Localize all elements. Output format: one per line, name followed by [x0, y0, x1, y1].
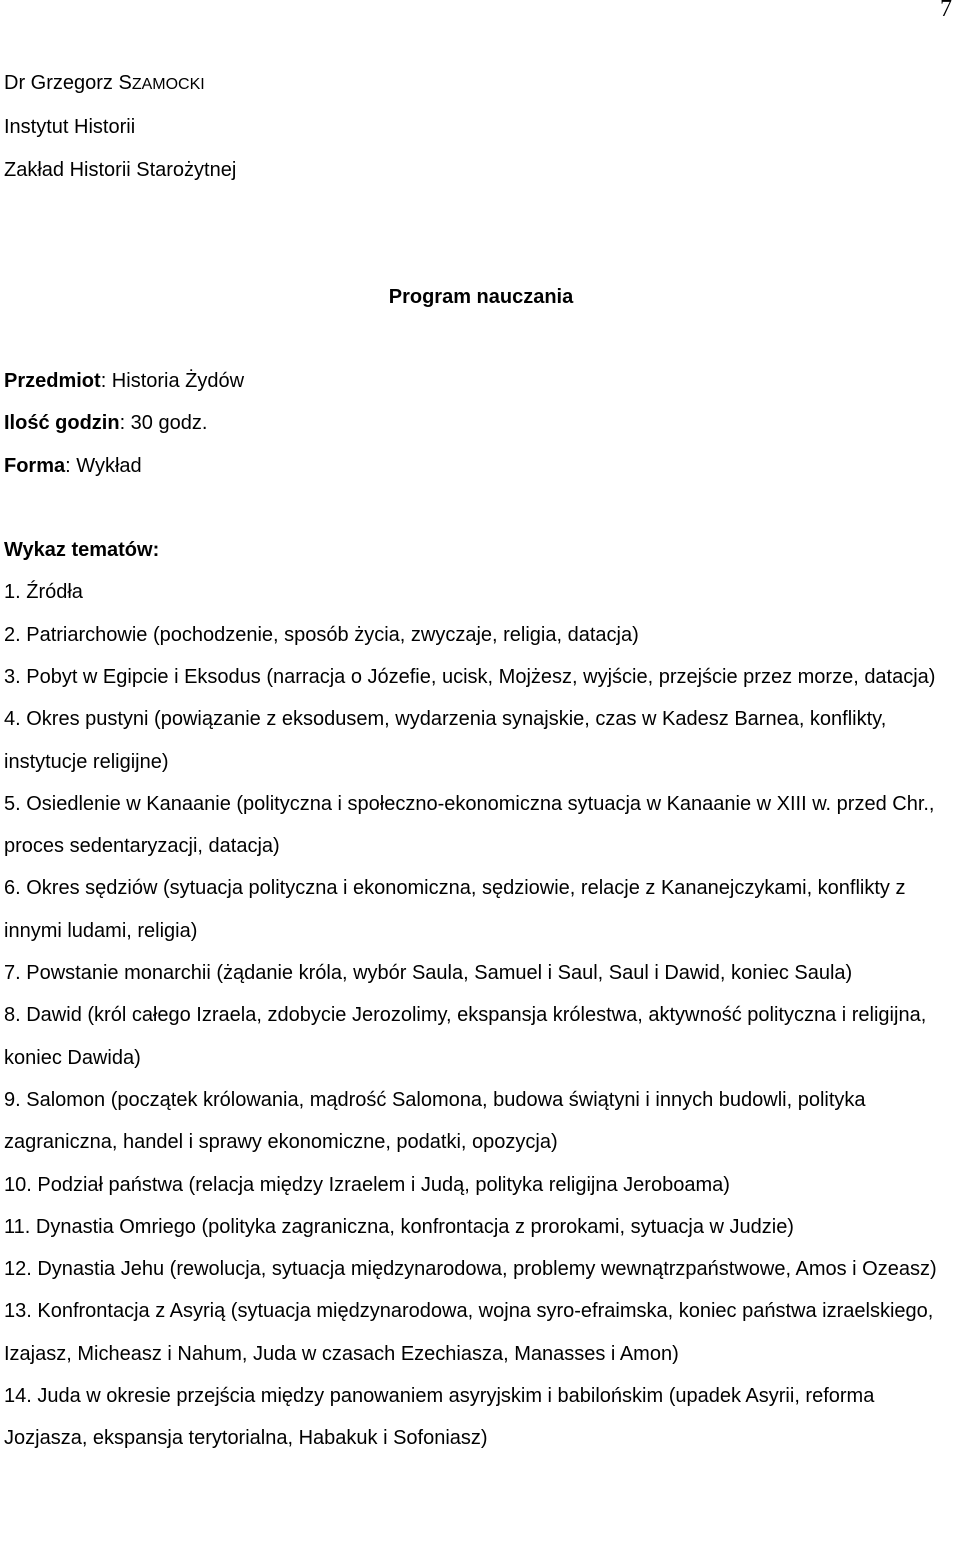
hours-value: : 30 godz.: [119, 412, 208, 435]
author-block: [4, 62, 956, 191]
subject-value: : Historia Żydów: [100, 370, 245, 393]
page-number: 7: [940, 0, 952, 22]
hours-line: [4, 402, 956, 444]
subject-line: [4, 360, 956, 402]
list-item: 2. Patriarchowie (pochodzenie, sposób życia, zwyczaje, religia, datacja): [4, 623, 639, 646]
list-item: 3. Pobyt w Egipcie i Eksodus (narracja o Józefie, ucisk, Mojżesz, wyjście, przejście przez morze, datacja): [4, 665, 936, 688]
list-item: 14. Juda w okresie przejścia między panowaniem asyryjskim i babilońskim (upadek Asyrii, reforma Jozjasza, ekspansja terytorialna, Habakuk i Sofoniasz): [4, 1385, 875, 1450]
author-name-small-caps: ZAMOCKI: [131, 76, 205, 93]
form-label: Forma: [4, 454, 66, 477]
list-item: 4. Okres pustyni (powiązanie z eksodusem, wydarzenia synajskie, czas w Kadesz Barnea, konflikty, instytucje religijne): [4, 708, 887, 773]
list-item: 8. Dawid (król całego Izraela, zdobycie Jerozolimy, ekspansja królestwa, aktywność polityczna i religijna, koniec Dawida): [4, 1004, 927, 1069]
document-body: [4, 0, 956, 1460]
author-name: [4, 62, 956, 106]
list-item: 13. Konfrontacja z Asyrią (sytuacja międzynarodowa, wojna syro-efraimska, koniec państwa izraelskiego, Izajasz, Micheasz i Nahum, Juda w czasach Ezechiasza, Manasses i Amon): [4, 1300, 934, 1365]
hours-label: Ilość godzin: [4, 412, 120, 435]
topics-heading: Wykaz tematów:: [4, 539, 160, 562]
page-title: Program nauczania: [388, 285, 574, 308]
list-item: 7. Powstanie monarchii (żądanie króla, wybór Saula, Samuel i Saul, Saul i Dawid, koniec Saula): [4, 962, 853, 985]
list-item: 9. Salomon (początek królowania, mądrość Salomona, budowa świątyni i innych budowli, polityka zagraniczna, handel i sprawy ekonomiczne, podatki, opozycja): [4, 1088, 866, 1154]
list-item: 10. Podział państwa (relacja między Izraelem i Judą, polityka religijna Jeroboama): [4, 1173, 730, 1196]
course-meta: [4, 360, 956, 487]
author-department: Zakład Historii Starożytnej: [4, 158, 237, 181]
list-item: 11. Dynastia Omriego (polityka zagraniczna, konfrontacja z prorokami, sytuacja w Judzie): [4, 1215, 794, 1238]
form-value: : Wykład: [65, 454, 142, 477]
subject-label: Przedmiot: [4, 370, 101, 393]
form-line: [4, 445, 956, 487]
list-item: 6. Okres sędziów (sytuacja polityczna i ekonomiczna, sędziowie, relacje z Kananejczykami, konflikty z innymi ludami, religia): [4, 877, 906, 942]
topics-list: [4, 571, 956, 1459]
author-institute: Instytut Historii: [4, 116, 136, 139]
list-item: 12. Dynastia Jehu (rewolucja, sytuacja międzynarodowa, problemy wewnątrzpaństwowe, Amos i Ozeasz): [4, 1258, 937, 1281]
author-name-prefix: Dr Grzegorz S: [4, 72, 132, 94]
list-item: 1. Źródła: [4, 581, 83, 604]
list-item: 5. Osiedlenie w Kanaanie (polityczna i społeczno-ekonomiczna sytuacja w Kanaanie w XIII w. przed Chr., proces sedentaryzacji, datacja): [4, 792, 935, 858]
